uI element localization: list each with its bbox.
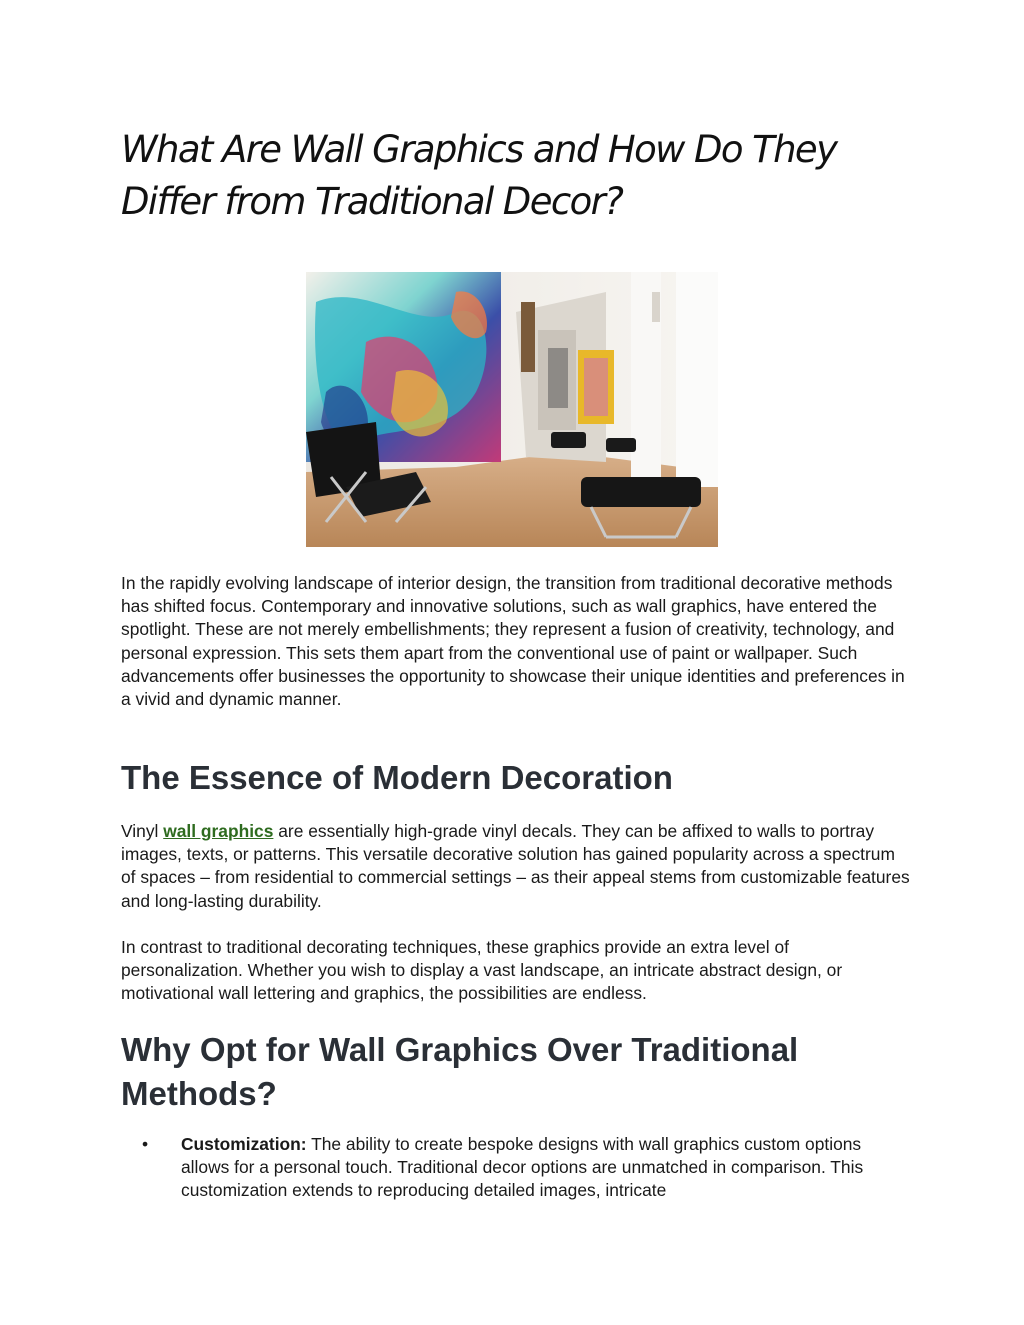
intro-paragraph: In the rapidly evolving landscape of interior design, the transition from traditional decorative methods has shifted focus. Contemporary and innovative solutions, such as wall graphics, have entered the spotlight. These are not merely embellishments; they represent a fusion of creativity, technology, and personal expression. This sets them apart from the conventional use of paint or wallpaper. Such advancements offer businesses the opportunity to showcase their unique identities and preferences in a vivid and dynamic manner. xyxy=(121,573,905,710)
vinyl-text-after: are essentially high-grade vinyl decals. They can be affixed to walls to portray images, texts, or patterns. This versatile decorative solution has gained popularity across a spectrum of spaces – from residential to commercial settings – as their appeal stems from customizable features and long-lasting durability. xyxy=(121,821,910,911)
section-heading-essence: The Essence of Modern Decoration xyxy=(121,759,673,796)
vinyl-text-before: Vinyl xyxy=(121,821,164,841)
bullet-marker: • xyxy=(142,1134,149,1154)
section-heading-why: Why Opt for Wall Graphics Over Traditional Methods? xyxy=(121,1031,799,1112)
hero-image xyxy=(306,272,718,547)
bullet-text: The ability to create bespoke designs with wall graphics custom options allows for a personal touch. Traditional decor options are unmatched in comparison. This customization extends to reproducing detailed images, intricate xyxy=(181,1134,864,1201)
wall-graphics-link[interactable]: wall graphics xyxy=(163,821,274,841)
gallery-interior-photo-icon xyxy=(306,272,718,547)
page-title: What Are Wall Graphics and How Do They Differ from Traditional Decor? xyxy=(121,128,837,223)
bullet-label: Customization: xyxy=(181,1134,307,1154)
vinyl-paragraph xyxy=(121,820,911,913)
benefits-list xyxy=(121,1133,911,1203)
contrast-paragraph: In contrast to traditional decorating techniques, these graphics provide an extra level of personalization. Whether you wish to display a vast landscape, an intricate abstract design, or motivational wall lettering and graphics, the possibilities are endless. xyxy=(121,937,843,1004)
list-item xyxy=(121,1133,911,1203)
